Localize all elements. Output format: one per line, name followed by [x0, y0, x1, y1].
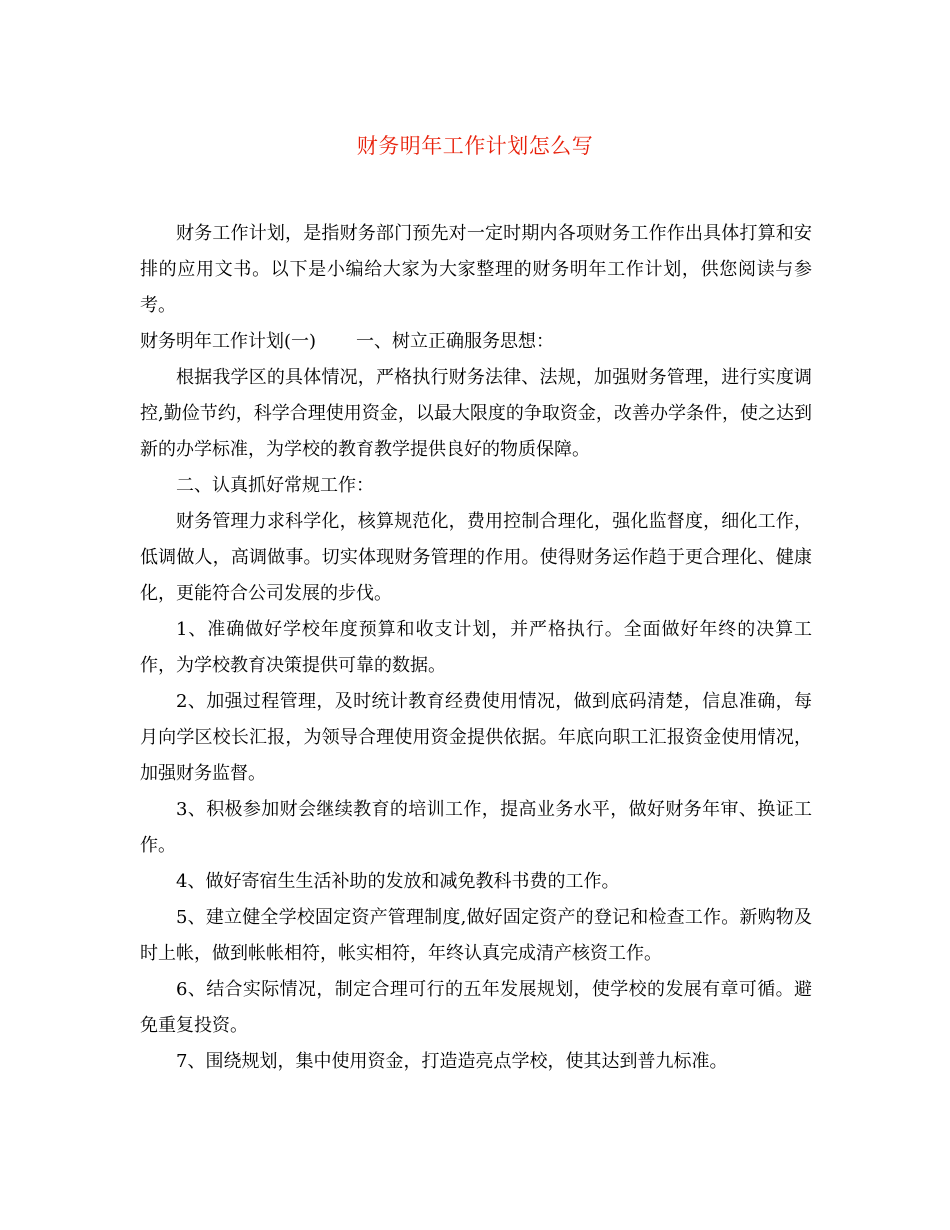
list-item-4: 4、做好寄宿生生活补助的发放和减免教科书费的工作。	[176, 871, 620, 892]
point-2-heading: 二、认真抓好常规工作：	[176, 475, 374, 496]
intro-paragraph: 财务工作计划，是指财务部门预先对一定时期内各项财务工作作出具体打算和安排的应用文书。以下是小编给大家为大家整理的财务明年工作计划，供您阅读与参考。	[140, 223, 812, 316]
document-title: 财务明年工作计划怎么写	[356, 134, 594, 158]
document-body	[140, 216, 812, 1080]
section-label: 财务明年工作计划(一)	[140, 331, 317, 352]
section-point-1: 一、树立正确服务思想：	[356, 331, 555, 352]
section-heading-row	[140, 324, 812, 360]
list-item-2: 2、加强过程管理，及时统计教育经费使用情况，做到底码清楚，信息准确，每月向学区校长汇报，为领导合理使用资金提供依据。年底向职工汇报资金使用情况，加强财务监督。	[140, 691, 812, 784]
paragraph-service-thought: 根据我学区的具体情况，严格执行财务法律、法规，加强财务管理，进行实度调控,勤俭节约，科学合理使用资金，以最大限度的争取资金，改善办学条件，使之达到新的办学标准，为学校的教育教学提供良好的物质保障。	[140, 367, 812, 460]
list-item-1: 1、准确做好学校年度预算和收支计划，并严格执行。全面做好年终的决算工作，为学校教育决策提供可靠的数据。	[140, 619, 812, 676]
paragraph-routine-work: 财务管理力求科学化，核算规范化，费用控制合理化，强化监督度，细化工作，低调做人，高调做事。切实体现财务管理的作用。使得财务运作趋于更合理化、健康化，更能符合公司发展的步伐。	[140, 511, 812, 604]
list-item-5: 5、建立健全学校固定资产管理制度,做好固定资产的登记和检查工作。新购物及时上帐，做到帐帐相符，帐实相符，年终认真完成清产核资工作。	[140, 907, 812, 964]
list-item-3: 3、积极参加财会继续教育的培训工作，提高业务水平，做好财务年审、换证工作。	[140, 799, 812, 856]
list-item-6: 6、结合实际情况，制定合理可行的五年发展规划，使学校的发展有章可循。避免重复投资。	[140, 979, 812, 1036]
list-item-7: 7、围绕规划，集中使用资金，打造造亮点学校，使其达到普九标准。	[176, 1051, 728, 1072]
